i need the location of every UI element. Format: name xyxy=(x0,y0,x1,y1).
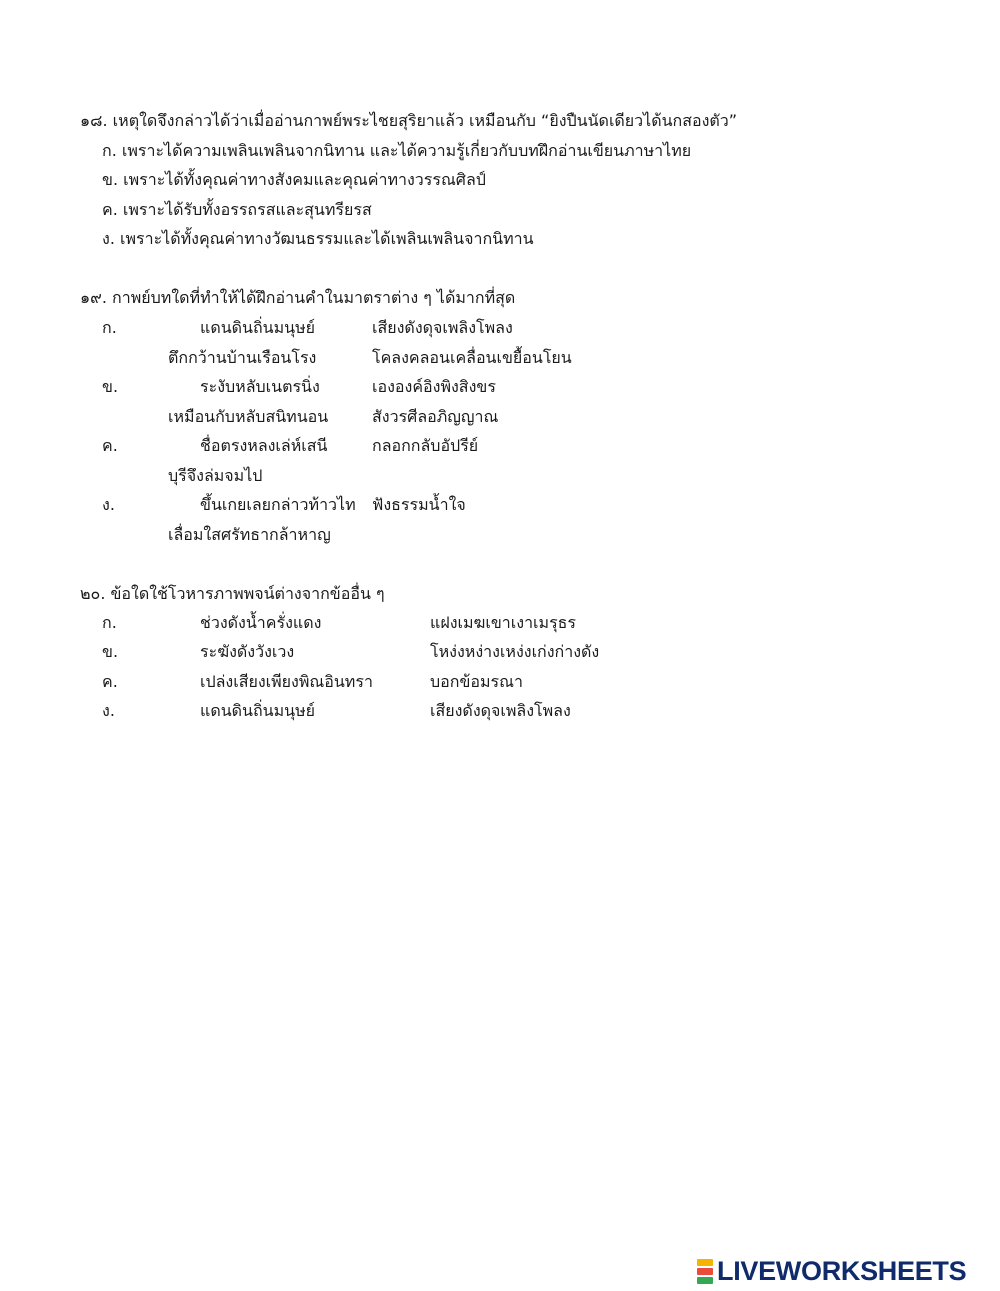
q20-option-c-first: เปล่งเสียงเพียงพิณอินทรา xyxy=(200,672,373,691)
q18-option-a: ก. เพราะได้ความเพลินเพลินจากนิทาน และได้ความรู้เกี่ยวกับบทฝึกอ่านเขียนภาษาไทย xyxy=(102,141,692,160)
q18-option-d: ง. เพราะได้ทั้งคุณค่าทางวัฒนธรรมและได้เพลินเพลินจากนิทาน xyxy=(102,229,534,248)
q19-option-a-verse-2b: โคลงคลอนเคลื่อนเขยื้อนโยน xyxy=(372,348,572,367)
q19-option-d-verse-1a: ขึ้นเกยเลยกล่าวท้าวไท xyxy=(200,495,356,514)
q18-option-b: ข. เพราะได้ทั้งคุณค่าทางสังคมและคุณค่าทางวรรณศิลป์ xyxy=(102,170,486,189)
q19-option-b-verse-2b: สังวรศีลอภิญญาณ xyxy=(372,407,499,426)
q19-option-a-verse-1a: แดนดินถิ่นมนุษย์ xyxy=(200,318,315,337)
q20-option-b-letter: ข. xyxy=(102,642,119,661)
q19-option-a-verse-2a: ตึกกว้านบ้านเรือนโรง xyxy=(168,348,317,367)
question-19-stem: ๑๙. กาพย์บทใดที่ทำให้ได้ฝึกอ่านคำในมาตราต่าง ๆ ได้มากที่สุด xyxy=(80,288,516,307)
q19-option-d-verse-1b: ฟังธรรมน้ำใจ xyxy=(372,495,466,514)
q19-option-d-letter: ง. xyxy=(102,495,115,514)
q20-option-a-second: แฝงเมฆเขาเงาเมรุธร xyxy=(430,613,577,632)
q19-option-a-letter: ก. xyxy=(102,318,117,337)
q19-option-c-verse-2a: บุรีจึงล่มจมไป xyxy=(168,466,263,485)
q20-option-b-second: โหง่งหง่างเหง่งเก่งก่างดัง xyxy=(430,642,600,661)
q19-option-d-verse-2a: เลื่อมใสศรัทธากล้าหาญ xyxy=(168,525,331,544)
q19-option-b-verse-2a: เหมือนกับหลับสนิทนอน xyxy=(168,407,329,426)
q19-option-c-letter: ค. xyxy=(102,436,118,455)
logo-wordmark: LIVEWORKSHEETS xyxy=(717,1255,967,1286)
q20-option-d-first: แดนดินถิ่นมนุษย์ xyxy=(200,701,315,720)
q19-option-c-verse-1a: ชื่อตรงหลงเล่ห์เสนี xyxy=(200,436,328,455)
question-18-stem: ๑๘. เหตุใดจึงกล่าวได้ว่าเมื่ออ่านกาพย์พระไชยสุริยาแล้ว เหมือนกับ “ยิงปืนนัดเดียวได้นกสองตัว” xyxy=(80,111,738,130)
q19-option-b-letter: ข. xyxy=(102,377,119,396)
q19-option-b-verse-1a: ระงับหลับเนตรนิ่ง xyxy=(200,377,320,396)
q19-option-c-verse-1b: กลอกกลับอัปรีย์ xyxy=(372,436,479,455)
logo-block-red xyxy=(697,1268,713,1275)
q18-option-c: ค. เพราะได้รับทั้งอรรถรสและสุนทรียรส xyxy=(102,200,372,219)
logo-block-green xyxy=(697,1277,713,1284)
q20-option-d-letter: ง. xyxy=(102,701,115,720)
q20-option-d-second: เสียงดังดุจเพลิงโพลง xyxy=(430,701,571,720)
q20-option-a-first: ช่วงดังน้ำครั่งแดง xyxy=(200,613,322,632)
q19-option-b-verse-1b: เององค์อิงพิงสิงขร xyxy=(372,377,496,396)
q20-option-a-letter: ก. xyxy=(102,613,117,632)
q20-option-b-first: ระฆังดังวังเวง xyxy=(200,642,295,661)
liveworksheets-logo xyxy=(697,1256,966,1286)
q19-option-a-verse-1b: เสียงดังดุจเพลิงโพลง xyxy=(372,318,513,337)
question-20-stem: ๒๐. ข้อใดใช้โวหารภาพพจน์ต่างจากข้ออื่น ๆ xyxy=(80,584,385,603)
q20-option-c-second: บอกข้อมรณา xyxy=(430,672,523,691)
q20-option-c-letter: ค. xyxy=(102,672,118,691)
logo-block-yellow xyxy=(697,1259,713,1266)
liveworksheets-logo-icon xyxy=(697,1259,713,1284)
